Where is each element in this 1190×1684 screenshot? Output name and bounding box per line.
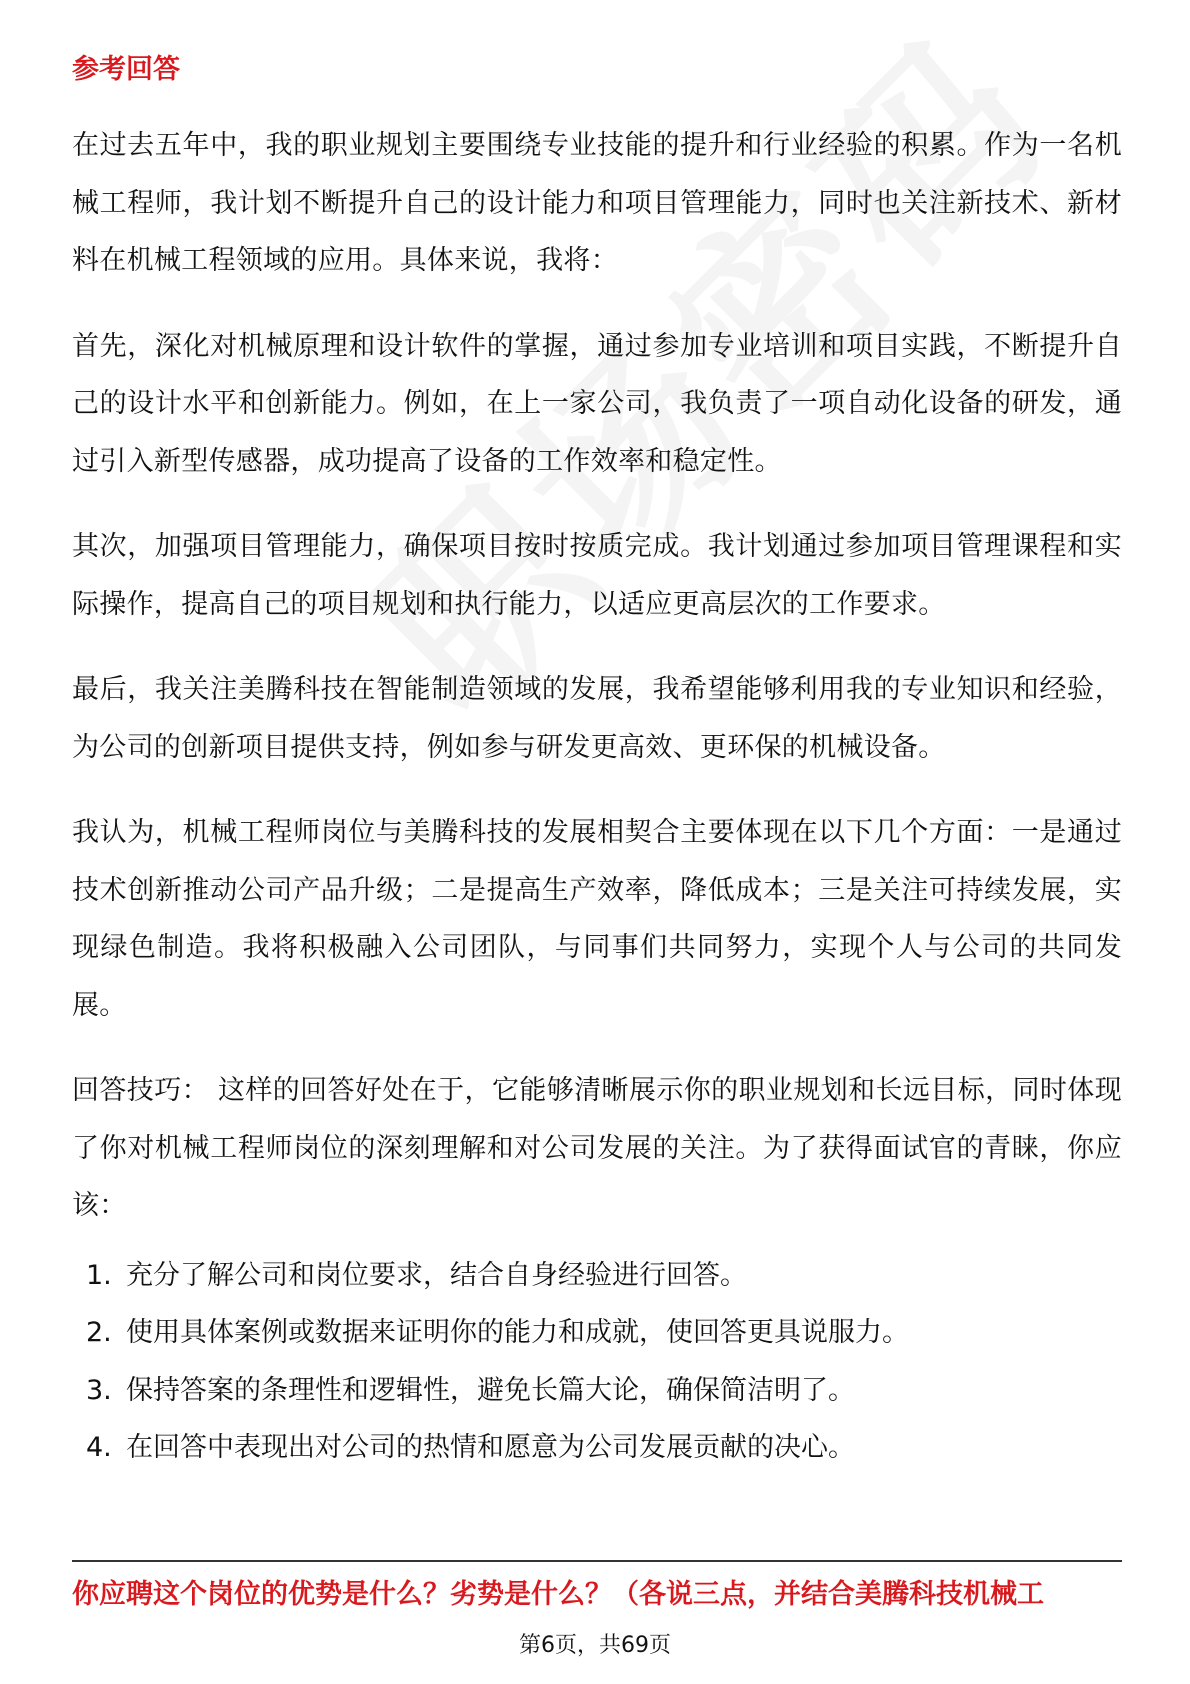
list-item-number: 4. xyxy=(86,1432,112,1463)
answer-paragraph: 我认为，机械工程师岗位与美腾科技的发展相契合主要体现在以下几个方面：一是通过技术创新推动公司产品升级；二是提高生产效率，降低成本；三是关注可持续发展，实现绿色制造。我将积极融入公司团队，与同事们共同努力，实现个人与公司的共同发展。 xyxy=(72,817,1122,1021)
list-item-text: 使用具体案例或数据来证明你的能力和成就，使回答更具说服力。 xyxy=(126,1317,909,1348)
answer-paragraph: 最后，我关注美腾科技在智能制造领域的发展，我希望能够利用我的专业知识和经验，为公司的创新项目提供支持，例如参与研发更高效、更环保的机械设备。 xyxy=(72,674,1122,763)
list-item-text: 保持答案的条理性和逻辑性，避免长篇大论，确保简洁明了。 xyxy=(126,1374,855,1406)
list-item xyxy=(72,1362,1122,1420)
page-number: 第6页，共69页 xyxy=(519,1633,671,1658)
divider xyxy=(72,1560,1122,1562)
list-item-number: 2. xyxy=(86,1317,112,1348)
list-item xyxy=(72,1304,1122,1362)
list-item-text: 在回答中表现出对公司的热情和愿意为公司发展贡献的决心。 xyxy=(126,1432,855,1463)
list-item xyxy=(72,1247,1122,1305)
answer-paragraph: 其次，加强项目管理能力，确保项目按时按质完成。我计划通过参加项目管理课程和实际操作，提高自己的项目规划和执行能力，以适应更高层次的工作要求。 xyxy=(72,531,1122,620)
answer-paragraph: 在过去五年中，我的职业规划主要围绕专业技能的提升和行业经验的积累。作为一名机械工程师，我计划不断提升自己的设计能力和项目管理能力，同时也关注新技术、新材料在机械工程领域的应用。具体来说，我将： xyxy=(72,130,1122,276)
tips-list xyxy=(72,1247,1122,1477)
list-item-text: 充分了解公司和岗位要求，结合自身经验进行回答。 xyxy=(126,1259,747,1291)
section-title: 参考回答 xyxy=(72,54,180,85)
answer-body xyxy=(72,117,1122,1477)
answer-paragraph: 首先，深化对机械原理和设计软件的掌握，通过参加专业培训和项目实践，不断提升自己的设计水平和创新能力。例如，在上一家公司，我负责了一项自动化设备的研发，通过引入新型传感器，成功提高了设备的工作效率和稳定性。 xyxy=(72,330,1122,477)
list-item-number: 1. xyxy=(86,1259,112,1291)
tips-intro-paragraph: 回答技巧： 这样的回答好处在于，它能够清晰展示你的职业规划和长远目标，同时体现了你对机械工程师岗位的深刻理解和对公司发展的关注。为了获得面试官的青睐，你应该： xyxy=(72,1075,1122,1221)
next-question-heading: 你应聘这个岗位的优势是什么？劣势是什么？（各说三点，并结合美腾科技机械工 xyxy=(72,1579,1044,1610)
list-item-number: 3. xyxy=(86,1374,112,1406)
list-item xyxy=(72,1419,1122,1477)
